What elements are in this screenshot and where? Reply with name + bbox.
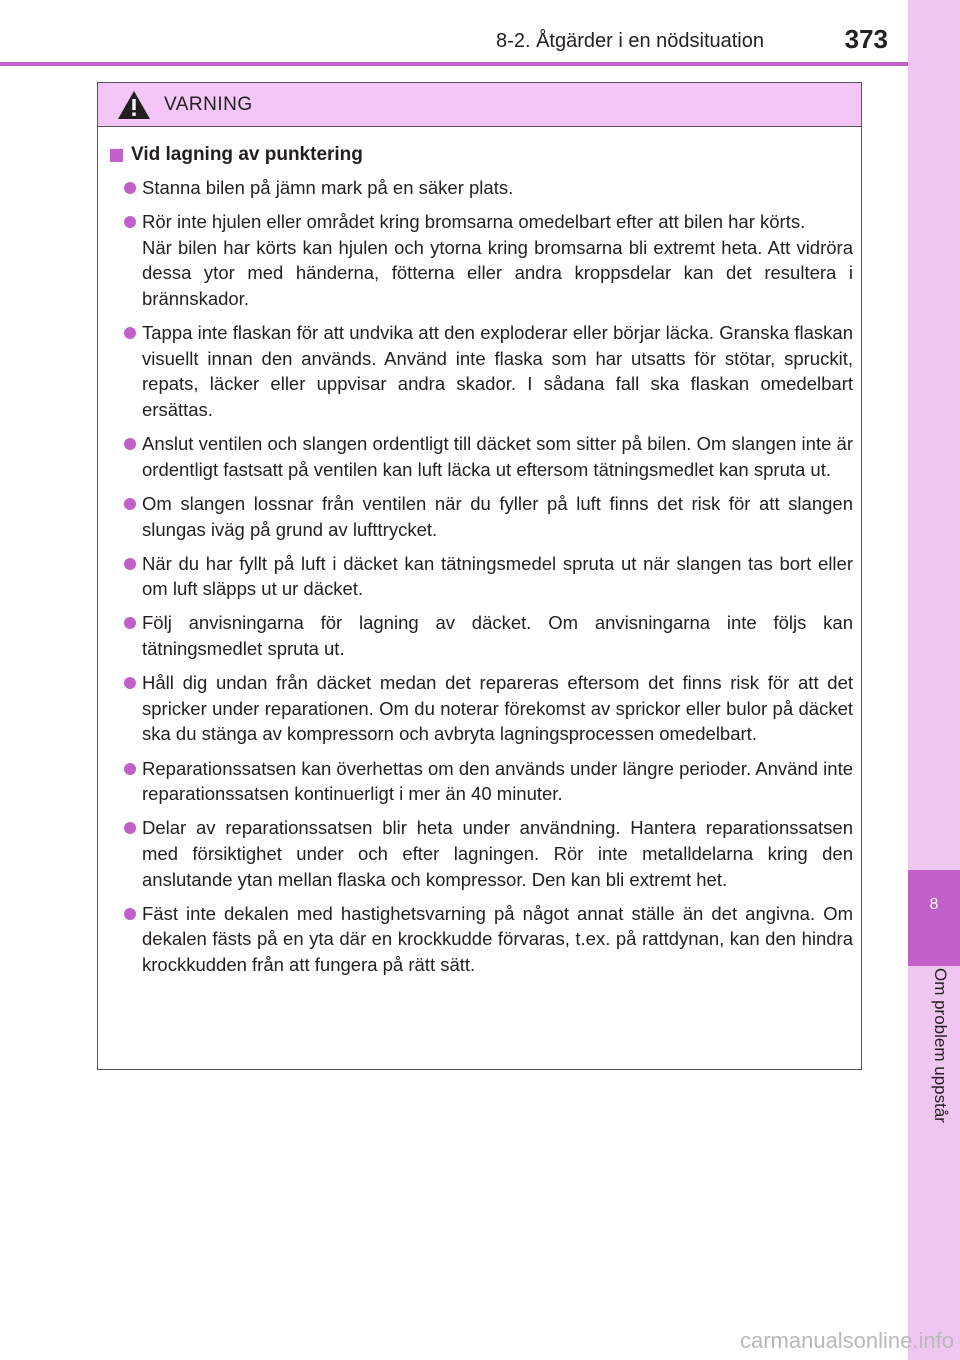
- warning-list: [108, 175, 853, 978]
- list-item: [108, 670, 853, 747]
- header-rule: [0, 62, 908, 66]
- bullet-dot-icon: [124, 438, 136, 450]
- list-item-text: Stanna bilen på jämn mark på en säker plats.: [142, 177, 514, 198]
- list-item: [108, 209, 853, 311]
- bullet-dot-icon: [124, 216, 136, 228]
- bullet-dot-icon: [124, 763, 136, 775]
- chapter-number-block: [908, 870, 960, 966]
- list-item: [108, 815, 853, 892]
- bullet-dot-icon: [124, 498, 136, 510]
- bullet-dot-icon: [124, 327, 136, 339]
- section-heading: [108, 141, 853, 169]
- list-item-text: Rör inte hjulen eller området kring bromsarna omedelbart efter att bilen har körts. När bilen har körts kan hjulen och ytorna kring bromsarna bli extremt heta. Att vidröra dessa ytor med händerna, fötterna eller andra kroppsdelar kan det resultera i brännskador.: [142, 211, 853, 309]
- list-item: [108, 175, 853, 201]
- list-item-text: Fäst inte dekalen med hastighetsvarning på något annat ställe än det angivna. Om dekalen fästs på en yta där en krockkudde förvaras, t.ex. på rattdynan, kan den hindra krockkudden från att fungera på rätt sätt.: [142, 902, 853, 975]
- chapter-number: 8: [929, 896, 939, 913]
- list-item-text: Anslut ventilen och slangen ordentligt till däcket som sitter på bilen. Om slangen inte är ordentligt fastsatt på ventilen kan luft läcka ut eftersom tätningsmedlet kan spruta ut.: [142, 433, 853, 480]
- list-item: [108, 320, 853, 422]
- bullet-dot-icon: [124, 677, 136, 689]
- warning-header: [98, 83, 861, 127]
- list-item: [108, 551, 853, 602]
- chapter-title: Om problem uppstår: [931, 968, 950, 1123]
- bullet-dot-icon: [124, 617, 136, 629]
- bullet-dot-icon: [124, 558, 136, 570]
- square-bullet-icon: [110, 149, 123, 162]
- list-item: [108, 610, 853, 661]
- list-item-text: Reparationssatsen kan överhettas om den används under längre perioder. Använd inte reparationssatsen kontinuerligt i mer än 40 minuter.: [142, 757, 853, 805]
- list-item-text: Tappa inte flaskan för att undvika att den exploderar eller börjar läcka. Granska flaskan visuellt innan den används. Använd inte flaska som har utsatts för stötar, spruckit, repats, läcker eller uppvisar andra skador. I sådana fall ska flaskan omedelbart ersättas.: [142, 322, 853, 420]
- warning-label: VARNING: [164, 93, 253, 115]
- list-item: [108, 756, 853, 807]
- section-heading-text: Vid lagning av punktering: [131, 144, 363, 165]
- bullet-dot-icon: [124, 822, 136, 834]
- bullet-dot-icon: [124, 908, 136, 920]
- page-number: 373: [844, 24, 888, 54]
- bullet-dot-icon: [124, 182, 136, 194]
- list-item-text: Följ anvisningarna för lagning av däcket. Om anvisningarna inte följs kan tätningsmedlet spruta ut.: [142, 612, 853, 660]
- list-item: [108, 431, 853, 482]
- warning-box: [97, 82, 862, 1070]
- list-item: [108, 901, 853, 978]
- list-item: [108, 491, 853, 542]
- warning-body: [98, 127, 861, 978]
- list-item-text: Om slangen lossnar från ventilen när du fyller på luft finns det risk för att slangen slungas iväg på grund av lufttrycket.: [142, 492, 853, 540]
- list-item-text: När du har fyllt på luft i däcket kan tätningsmedel spruta ut när slangen tas bort eller om luft släpps ut ur däcket.: [142, 552, 853, 600]
- warning-triangle-icon: [116, 89, 152, 121]
- list-item-text: Delar av reparationssatsen blir heta under användning. Hantera reparationssatsen med försiktighet under och efter lagningen. Rör inte metalldelarna kring den anslutande ytan mellan flaska och kompressor. Den kan bli extremt het.: [142, 817, 853, 890]
- section-title: 8-2. Åtgärder i en nödsituation: [496, 30, 764, 52]
- list-item-text: Håll dig undan från däcket medan det repareras eftersom det finns risk för att det spricker under reparationen. Om du noterar förekomst av sprickor eller bulor på däcket ska du stänga av kompressorn och avbryta lagningsprocessen omedelbart.: [142, 672, 853, 745]
- watermark-link[interactable]: carmanualsonline.info: [739, 1328, 954, 1353]
